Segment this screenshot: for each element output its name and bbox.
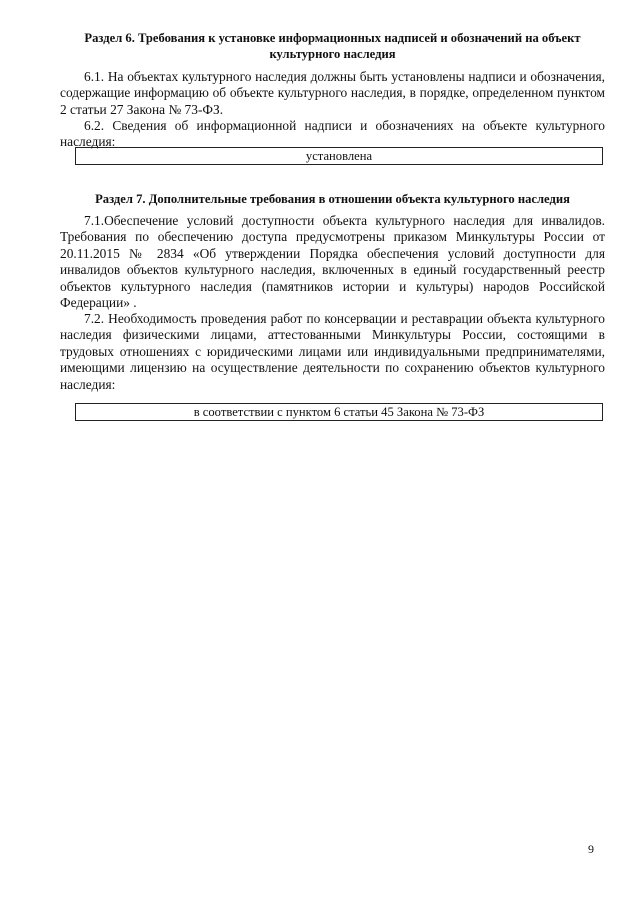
section-6-paragraph-2: 6.2. Сведения об информационной надписи и обозначениях на объекте культурного наследия:: [60, 118, 605, 150]
page-number: 9: [588, 842, 594, 856]
section-7-paragraph-1: 7.1.Обеспечение условий доступности объекта культурного наследия для инвалидов. Требования по обеспечению доступа предусмотрены приказом Минкультуры России от 20.11.2015 № 2834 «Об утверждении Порядка обеспечения условий доступности для инвалидов объектов культурного наследия, включенных в единый государственный реестр объектов культурного наследия (памятников истории и культуры) народов Российской Федерации» .: [60, 213, 605, 311]
section-7-title: Раздел 7. Дополнительные требования в отношении объекта культурного наследия: [95, 192, 570, 206]
inscription-status-field: установлена: [75, 147, 603, 165]
conservation-requirement-field: в соответствии с пунктом 6 статьи 45 Закона № 73-ФЗ: [75, 403, 603, 421]
section-6-paragraph-1: 6.1. На объектах культурного наследия должны быть установлены надписи и обозначения, содержащие информацию об объекте культурного наследия, в порядке, определенном пунктом 2 статьи 27 Закона № 73-ФЗ.: [60, 69, 605, 117]
section-6-title: Раздел 6. Требования к установке информационных надписей и обозначений на объект культурного наследия: [84, 31, 581, 61]
section-7-paragraph-2: 7.2. Необходимость проведения работ по консервации и реставрации объекта культурного наследия физическими лицами, аттестованными Минкультуры России, состоящими в трудовых отношениях с юридическими лицами или индивидуальными предпринимателями, имеющими лицензию на осуществление деятельности по сохранению объектов культурного наследия:: [60, 311, 605, 392]
